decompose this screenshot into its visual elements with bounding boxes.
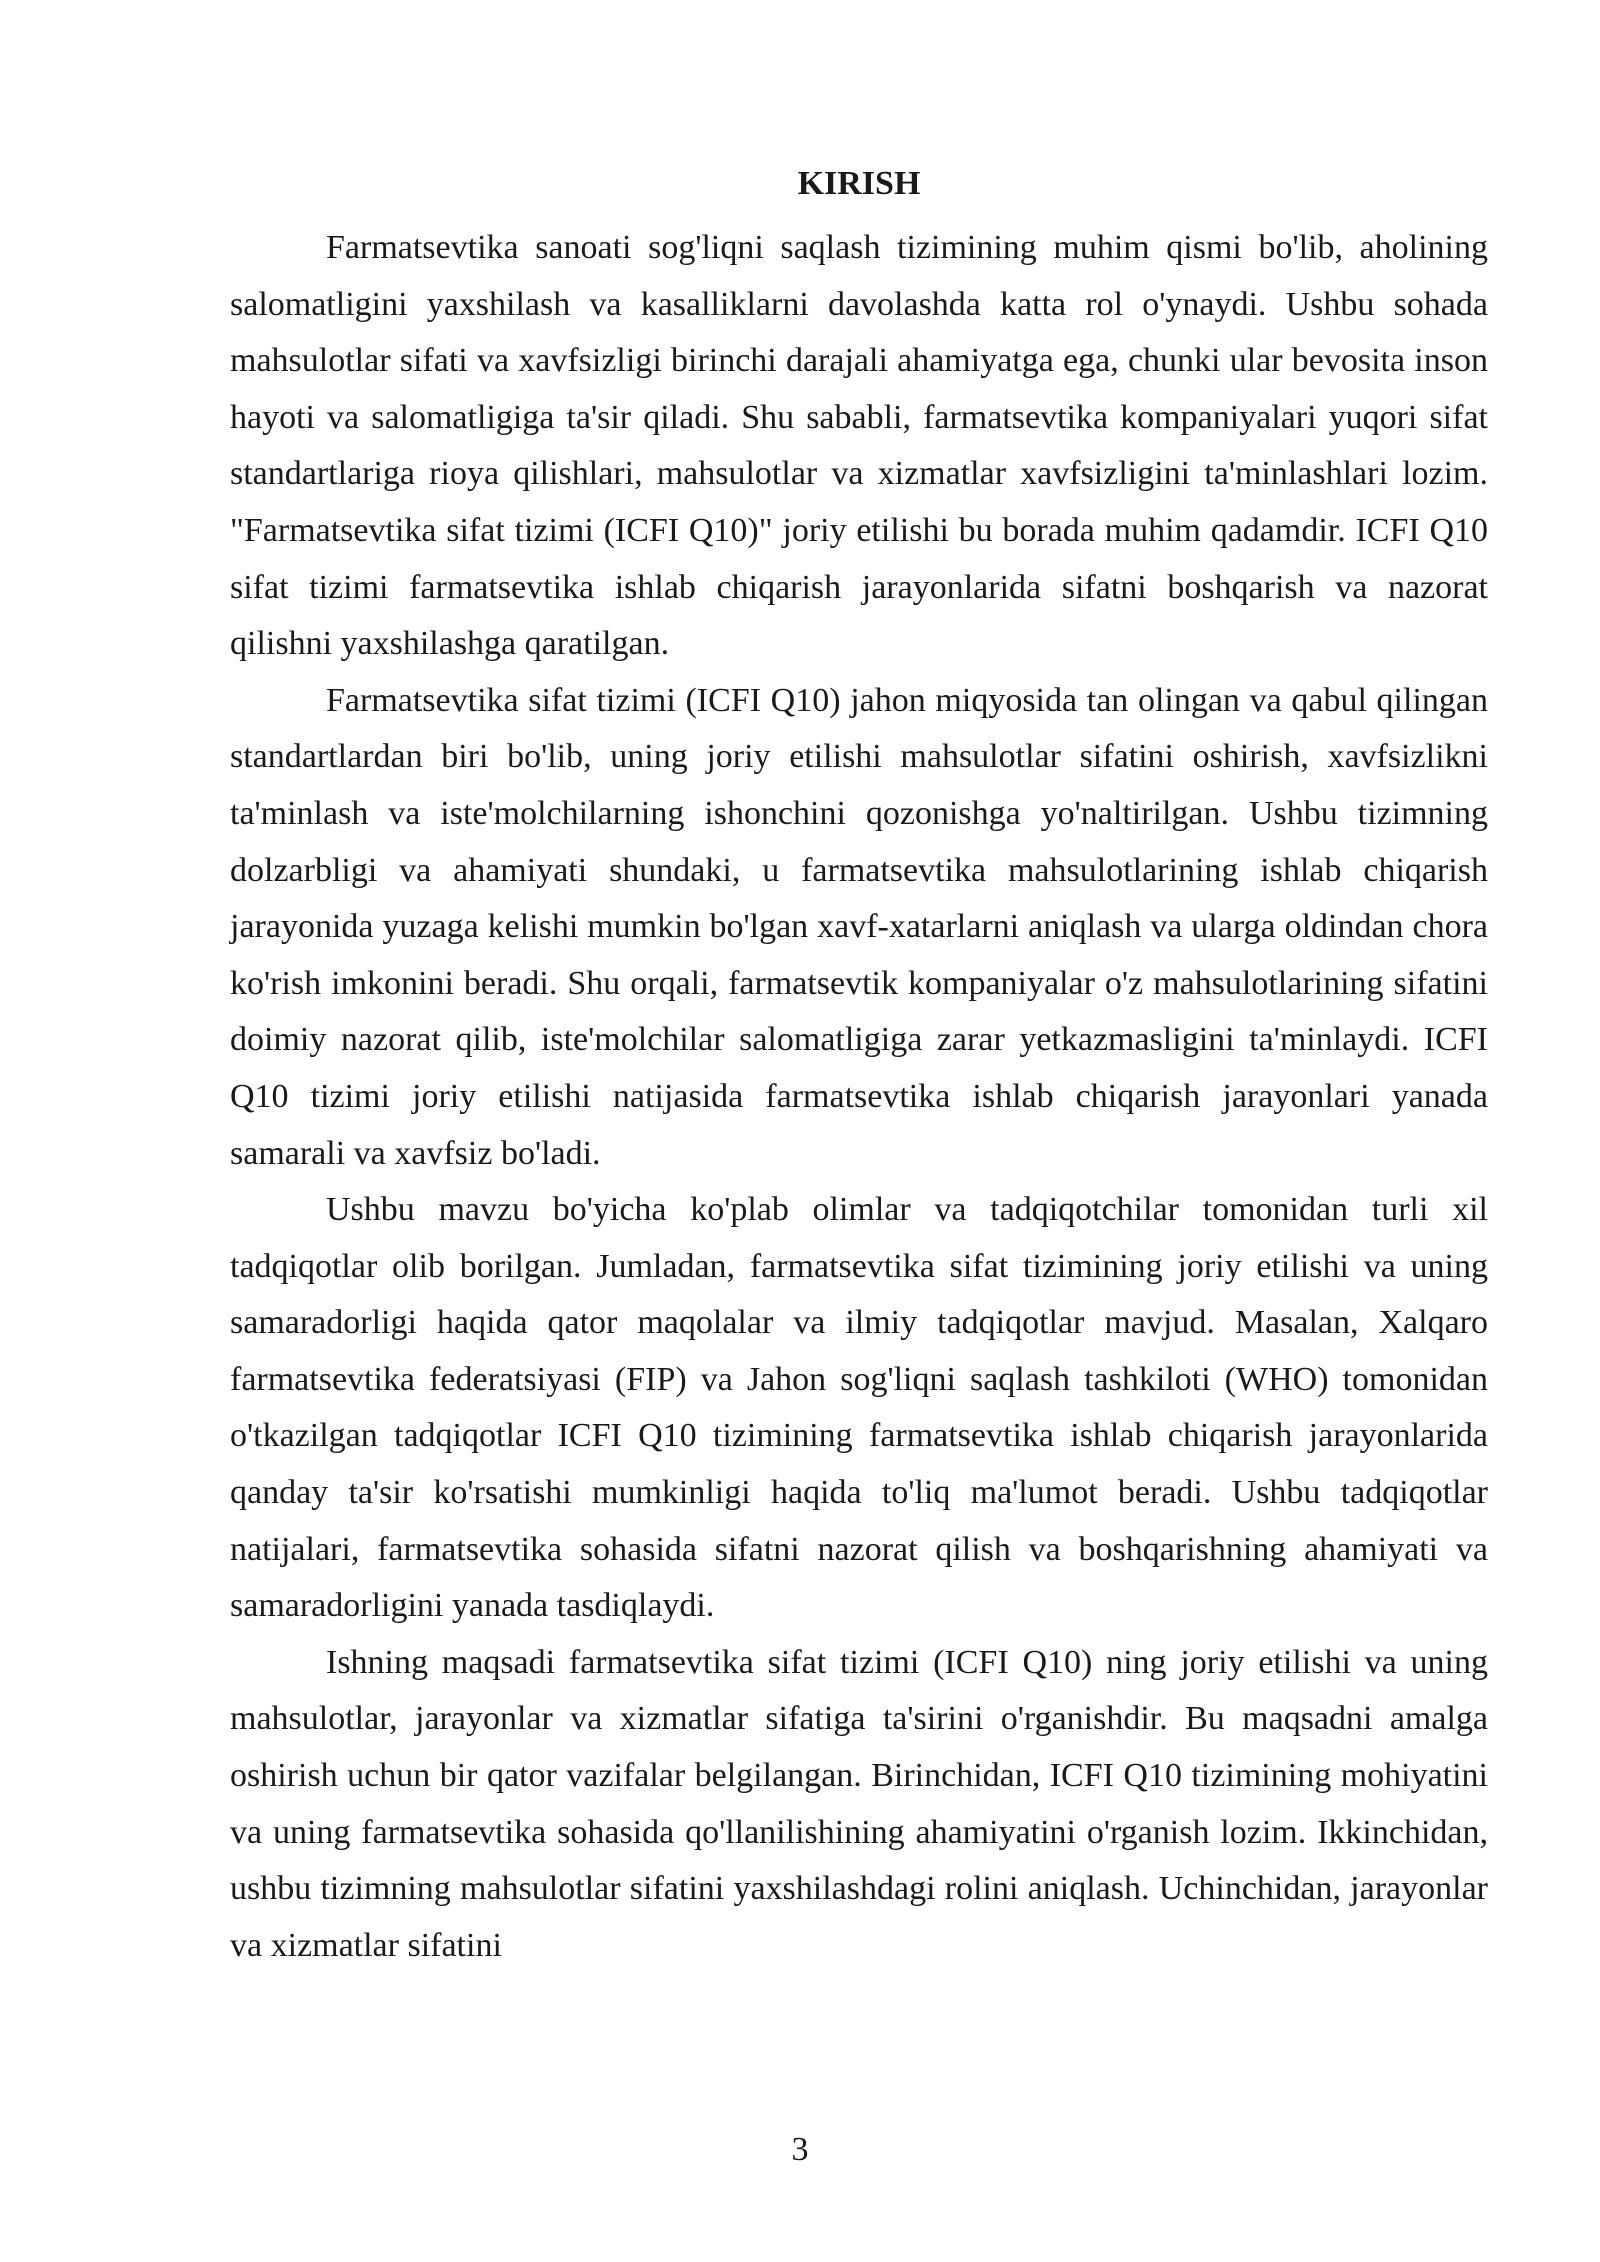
section-title: KIRISH	[797, 165, 921, 202]
document-page	[230, 160, 1488, 1974]
paragraph-3: Ushbu mavzu bo'yicha ko'plab olimlar va tadqiqotchilar tomonidan turli xil tadqiqotlar olib borilgan. Jumladan, farmatsevtika sifat tizimining joriy etilishi va uning samaradorligi haqida qator maqolalar va ilmiy tadqiqotlar mavjud. Masalan, Xalqaro farmatsevtika federatsiyasi (FIP) va Jahon sog'liqni saqlash tashkiloti (WHO) tomonidan o'tkazilgan tadqiqotlar ICFI Q10 tizimining farmatsevtika ishlab chiqarish jarayonlarida qanday ta'sir ko'rsatishi mumkinligi haqida to'liq ma'lumot beradi. Ushbu tadqiqotlar natijalari, farmatsevtika sohasida sifatni nazorat qilish va boshqarishning ahamiyati va samaradorligini yanada tasdiqlaydi.	[230, 1191, 1488, 1625]
paragraph-4: Ishning maqsadi farmatsevtika sifat tizimi (ICFI Q10) ning joriy etilishi va uning mahsulotlar, jarayonlar va xizmatlar sifatiga ta'sirini o'rganishdir. Bu maqsadni amalga oshirish uchun bir qator vazifalar belgilangan. Birinchidan, ICFI Q10 tizimining mohiyatini va uning farmatsevtika sohasida qo'llanilishining ahamiyatini o'rganish lozim. Ikkinchidan, ushbu tizimning mahsulotlar sifatini yaxshilashdagi rolini aniqlash. Uchinchidan, jarayonlar va xizmatlar sifatini	[230, 1643, 1488, 1964]
paragraph-1: Farmatsevtika sanoati sog'liqni saqlash tizimining muhim qismi bo'lib, aholining salomatligini yaxshilash va kasalliklarni davolashda katta rol o'ynaydi. Ushbu sohada mahsulotlar sifati va xavfsizligi birinchi darajali ahamiyatga ega, chunki ular bevosita inson hayoti va salomatligiga ta'sir qiladi. Shu sababli, farmatsevtika kompaniyalari yuqori sifat standartlariga rioya qilishlari, mahsulotlar va xizmatlar xavfsizligini ta'minlashlari lozim. "Farmatsevtika sifat tizimi (ICFI Q10)" joriy etilishi bu borada muhim qadamdir. ICFI Q10 sifat tizimi farmatsevtika ishlab chiqarish jarayonlarida sifatni boshqarish va nazorat qilishni yaxshilashga qaratilgan.	[230, 229, 1488, 663]
page-number: 3	[791, 2131, 809, 2168]
paragraph-2: Farmatsevtika sifat tizimi (ICFI Q10) jahon miqyosida tan olingan va qabul qilingan standartlardan biri bo'lib, uning joriy etilishi mahsulotlar sifatini oshirish, xavfsizlikni ta'minlash va iste'molchilarning ishonchini qozonishga yo'naltirilgan. Ushbu tizimning dolzarbligi va ahamiyati shundaki, u farmatsevtika mahsulotlarining ishlab chiqarish jarayonida yuzaga kelishi mumkin bo'lgan xavf-xatarlarni aniqlash va ularga oldindan chora ko'rish imkonini beradi. Shu orqali, farmatsevtik kompaniyalar o'z mahsulotlarining sifatini doimiy nazorat qilib, iste'molchilar salomatligiga zarar yetkazmasligini ta'minlaydi. ICFI Q10 tizimi joriy etilishi natijasida farmatsevtika ishlab chiqarish jarayonlari yanada samarali va xavfsiz bo'ladi.	[230, 681, 1488, 1172]
